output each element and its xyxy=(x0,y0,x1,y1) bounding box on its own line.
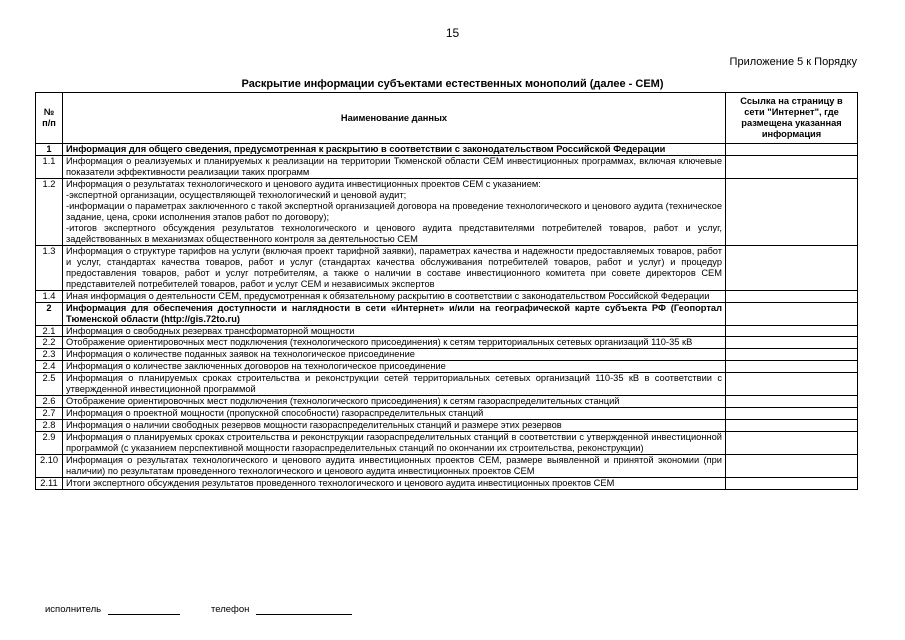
row-name: Информация о количестве поданных заявок на технологическое присоединение xyxy=(63,349,726,361)
row-name: Информация о планируемых сроках строительства и реконструкции сетей территориальных сетевых организаций 110-35 кВ в соответствии с утвержденной инвестиционной программой xyxy=(63,373,726,396)
row-number: 2.3 xyxy=(36,349,63,361)
row-number: 2.4 xyxy=(36,361,63,373)
table-row xyxy=(36,349,858,361)
row-link-cell xyxy=(726,432,858,455)
table-row xyxy=(36,144,858,156)
table-row xyxy=(36,373,858,396)
row-name: Информация о свободных резервах трансформаторной мощности xyxy=(63,325,726,337)
table-header-row xyxy=(36,93,858,144)
row-number: 1.4 xyxy=(36,290,63,302)
row-number: 2.5 xyxy=(36,373,63,396)
document-title: Раскрытие информации субъектами естественных монополий (далее - СЕМ) xyxy=(241,78,664,90)
row-number: 2.10 xyxy=(36,455,63,478)
row-number: 2.11 xyxy=(36,478,63,490)
row-link-cell xyxy=(726,144,858,156)
row-number: 2.8 xyxy=(36,420,63,432)
row-number: 1.2 xyxy=(36,178,63,245)
header-num: № п/п xyxy=(36,93,63,144)
table-row xyxy=(36,396,858,408)
table-row xyxy=(36,478,858,490)
table-row xyxy=(36,420,858,432)
row-link-cell xyxy=(726,420,858,432)
row-name: Итоги экспертного обсуждения результатов проведенного технологического и ценового аудита инвестиционных проектов СЕМ xyxy=(63,478,726,490)
page-number: 15 xyxy=(445,26,460,40)
row-name: Информация для обеспечения доступности и наглядности в сети «Интернет» и/или на географической карте субъекта РФ (Геопортал Тюменской области (http://gis.72to.ru) xyxy=(63,302,726,325)
row-link-cell xyxy=(726,349,858,361)
row-link-cell xyxy=(726,155,858,178)
header-link: Ссылка на страницу в сети "Интернет", где размещена указанная информация xyxy=(726,93,858,144)
row-name: Информация о планируемых сроках строительства и реконструкции газораспределительных станций в соответствии с утвержденной инвестиционной программой (с указанием перспективной мощности газораспределительных станций по окончании их строительства, реконструкции) xyxy=(63,432,726,455)
row-number: 2 xyxy=(36,302,63,325)
row-name: Отображение ориентировочных мест подключения (технологического присоединения) к сетям территориальных сетевых организаций 110-35 кВ xyxy=(63,337,726,349)
table-row xyxy=(36,302,858,325)
row-name: Информация о результатах технологического и ценового аудита инвестиционных проектов СЕМ с указанием: -экспертной организации, осуществляющей технологический и ценовой аудит; -информации о параметрах заключенного с такой экспертной организацией договора на проведение технологического и ценового аудита (техническое задание, цена, сроки исполнения этапов работ по договору); -итогов экспертного обсуждения результатов технологического и ценового аудита представителями потребителей товаров, работ и услуг, задействованных в механизмах общественного контроля за деятельностью СЕМ xyxy=(63,178,726,245)
row-link-cell xyxy=(726,245,858,290)
header-name: Наименование данных xyxy=(63,93,726,144)
row-link-cell xyxy=(726,325,858,337)
table-row xyxy=(36,337,858,349)
phone-line xyxy=(256,604,352,615)
row-number: 2.2 xyxy=(36,337,63,349)
row-number: 2.7 xyxy=(36,408,63,420)
row-number: 2.6 xyxy=(36,396,63,408)
row-number: 1.3 xyxy=(36,245,63,290)
executor-label: исполнитель xyxy=(45,604,102,615)
row-link-cell xyxy=(726,361,858,373)
table-row xyxy=(36,325,858,337)
table-row xyxy=(36,290,858,302)
footer xyxy=(45,604,352,615)
row-link-cell xyxy=(726,455,858,478)
row-name: Информация о наличии свободных резервов мощности газораспределительных станций и размере этих резервов xyxy=(63,420,726,432)
row-name: Информация о реализуемых и планируемых к реализации на территории Тюменской области СЕМ инвестиционных программах, включая ключевые показатели эффективности реализации таких программ xyxy=(63,155,726,178)
table-row xyxy=(36,245,858,290)
row-name: Информация о проектной мощности (пропускной способности) газораспределительных станций xyxy=(63,408,726,420)
row-link-cell xyxy=(726,337,858,349)
row-number: 1.1 xyxy=(36,155,63,178)
row-link-cell xyxy=(726,302,858,325)
row-name: Информация о структуре тарифов на услуги (включая проект тарифной заявки), параметрах качества и надежности предоставляемых товаров, работ и услуг, стандартах качества товаров, работ и услуг (стандартах качества обслуживания потребителей товаров, работ и услуг) и процедур предоставления товаров, работ и услуг потребителям, а также о наличии в составе инвестиционного комитета при совете директоров СЕМ представителей потребителей товаров, работ и услуг СЕМ и независимых экспертов xyxy=(63,245,726,290)
row-number: 1 xyxy=(36,144,63,156)
table-row xyxy=(36,155,858,178)
row-number: 2.1 xyxy=(36,325,63,337)
row-name: Информация для общего сведения, предусмотренная к раскрытию в соответствии с законодательством Российской Федерации xyxy=(63,144,726,156)
row-link-cell xyxy=(726,408,858,420)
annex-label: Приложение 5 к Порядку xyxy=(729,56,857,68)
row-link-cell xyxy=(726,290,858,302)
phone-label: телефон xyxy=(211,604,250,615)
row-link-cell xyxy=(726,373,858,396)
table-row xyxy=(36,432,858,455)
row-link-cell xyxy=(726,478,858,490)
row-name: Иная информация о деятельности СЕМ, предусмотренная к обязательному раскрытию в соответствии с законодательством Российской Федерации xyxy=(63,290,726,302)
row-name: Отображение ориентировочных мест подключения (технологического присоединения) к сетям газораспределительных станций xyxy=(63,396,726,408)
table-row xyxy=(36,178,858,245)
row-link-cell xyxy=(726,396,858,408)
row-number: 2.9 xyxy=(36,432,63,455)
row-name: Информация о результатах технологического и ценового аудита инвестиционных проектов СЕМ, размере выявленной и принятой экономии (при наличии) по результатам проведенного технологического и ценового аудита инвестиционных проектов СЕМ xyxy=(63,455,726,478)
table-row xyxy=(36,361,858,373)
executor-signature-line xyxy=(108,604,180,615)
disclosure-table xyxy=(35,92,858,490)
table-row xyxy=(36,408,858,420)
table-row xyxy=(36,455,858,478)
row-name: Информация о количестве заключенных договоров на технологическое присоединение xyxy=(63,361,726,373)
row-link-cell xyxy=(726,178,858,245)
